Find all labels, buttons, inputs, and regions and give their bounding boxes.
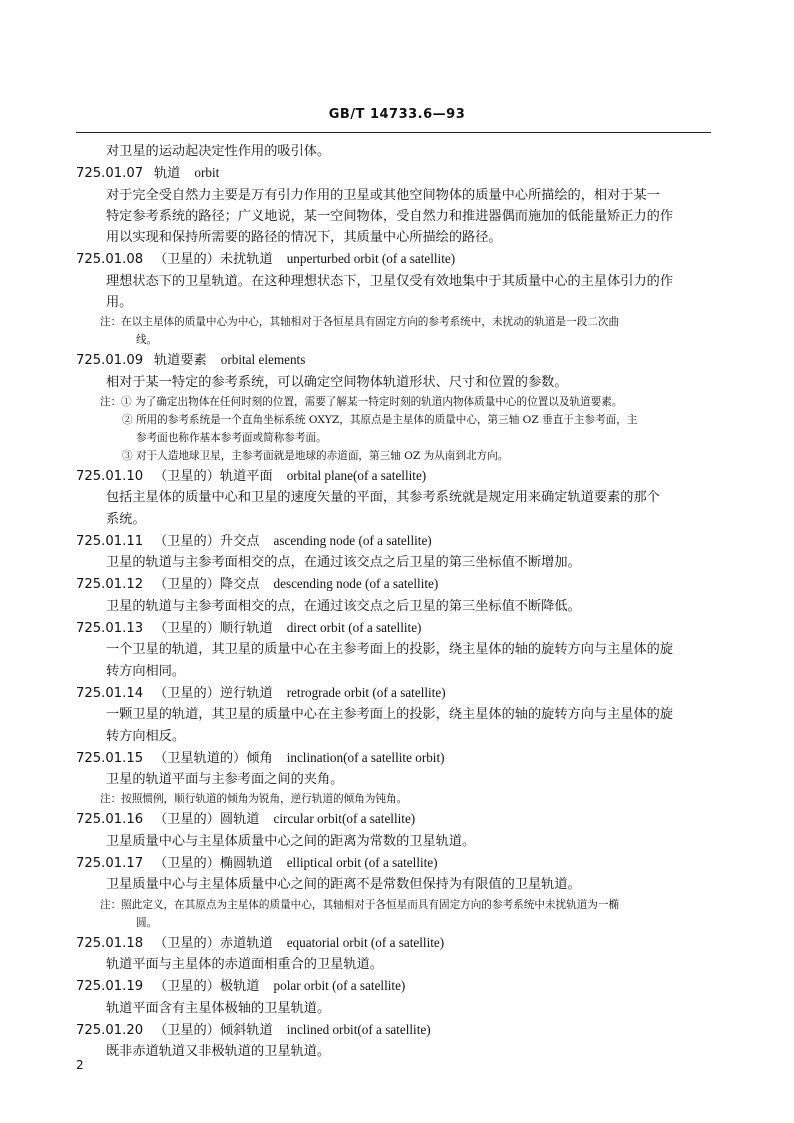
term-heading <box>76 248 698 270</box>
definition-line: 卫星质量中心与主星体质量中心之间的距离为常数的卫星轨道。 <box>106 833 476 849</box>
term-english: orbital elements <box>220 352 306 368</box>
definition-line: 相对于某一特定的参考系统，可以确定空间物体轨道形状、尺寸和位置的参数。 <box>106 374 568 390</box>
definition-line: 转方向相反。 <box>106 728 186 744</box>
note-line: 圆。 <box>136 916 158 929</box>
definition-line: 卫星的轨道与主参考面相交的点，在通过该交点之后卫星的第三坐标值不断增加。 <box>106 555 581 571</box>
term-english: retrograde orbit (of a satellite) <box>286 684 446 700</box>
definition-line: 用以实现和保持所需要的路径的情况下，其质量中心所描绘的路径。 <box>106 230 502 246</box>
header-rule <box>76 132 711 133</box>
term-code: 725.01.13 <box>76 621 144 637</box>
term-code: 725.01.09 <box>76 353 144 369</box>
term-heading <box>76 162 698 184</box>
term-code: 725.01.12 <box>76 577 144 593</box>
term-code: 725.01.07 <box>76 166 144 182</box>
definition-line: 系统。 <box>106 511 146 527</box>
term-chinese: （卫星的）极轨道 <box>154 979 260 995</box>
term-english: descending node (of a satellite) <box>273 576 439 592</box>
term-english: elliptical orbit (of a satellite) <box>286 855 438 871</box>
term-english: direct orbit (of a satellite) <box>286 620 422 636</box>
term-heading <box>76 852 698 874</box>
term-heading <box>76 349 698 371</box>
note-line: 参考面也称作基本参考面或简称参考面。 <box>136 431 327 444</box>
term-code: 725.01.08 <box>76 252 144 268</box>
term-english: unperturbed orbit (of a satellite) <box>286 251 456 267</box>
term-heading <box>76 682 698 704</box>
term-english: circular orbit(of a satellite) <box>273 811 416 827</box>
note-line: 注：在以主星体的质量中心为中心，其轴相对于各恒星具有固定方向的参考系统中，未扰动的轨道是一段二次曲 <box>100 316 620 329</box>
definition-line: 轨道平面与主星体的赤道面相重合的卫星轨道。 <box>106 956 383 972</box>
term-heading <box>76 1019 698 1041</box>
term-code: 725.01.16 <box>76 812 144 828</box>
term-english: inclined orbit(of a satellite) <box>286 1021 431 1037</box>
term-chinese: （卫星的）倾斜轨道 <box>154 1022 273 1038</box>
term-heading <box>76 932 698 954</box>
document-body <box>76 141 698 1062</box>
note-line: ③ 对于人造地球卫星，主参考面就是地球的赤道面，第三轴 OZ 为从南到北方向。 <box>122 449 509 462</box>
definition-line: 转方向相同。 <box>106 663 186 679</box>
term-english: polar orbit (of a satellite) <box>273 978 406 994</box>
definition-line: 对于完全受自然力主要是万有引力作用的卫星或其他空间物体的质量中心所描绘的，相对于某一 <box>106 187 660 203</box>
definition-line: 卫星质量中心与主星体质量中心之间的距离不是常数但保持为有限值的卫星轨道。 <box>106 877 581 893</box>
term-chinese: （卫星的）逆行轨道 <box>154 685 273 701</box>
term-heading <box>76 617 698 639</box>
note-line: 线。 <box>136 334 158 347</box>
term-chinese: （卫星的）轨道平面 <box>154 468 273 484</box>
term-chinese: （卫星的）升交点 <box>154 533 260 549</box>
definition-line: 轨道平面含有主星体极轴的卫星轨道。 <box>106 1000 331 1016</box>
term-code: 725.01.10 <box>76 468 144 484</box>
term-code: 725.01.14 <box>76 685 144 701</box>
term-english: orbit <box>194 165 220 181</box>
term-heading <box>76 808 698 830</box>
term-heading <box>76 573 698 595</box>
term-heading <box>76 975 698 997</box>
term-chinese: 轨道要素 <box>154 353 207 369</box>
definition-line: 包括主星体的质量中心和卫星的速度矢量的平面，其参考系统就是规定用来确定轨道要素的那个 <box>106 490 660 506</box>
term-chinese: （卫星的）圆轨道 <box>154 812 260 828</box>
term-chinese: （卫星的）顺行轨道 <box>154 621 273 637</box>
term-english: inclination(of a satellite orbit) <box>286 749 445 765</box>
term-english: equatorial orbit (of a satellite) <box>286 934 445 950</box>
term-chinese: （卫星的）椭圆轨道 <box>154 856 273 872</box>
page-number: 2 <box>76 1058 84 1072</box>
term-heading <box>76 530 698 552</box>
term-chinese: （卫星的）未扰轨道 <box>154 252 273 268</box>
term-chinese: （卫星的）降交点 <box>154 577 260 593</box>
definition-line: 一颗卫星的轨道，其卫星的质量中心在主参考面上的投影，绕主星体的轴的旋转方向与主星体的旋 <box>106 707 674 723</box>
term-chinese: （卫星的）赤道轨道 <box>154 935 273 951</box>
definition-line: 卫星的轨道与主参考面相交的点，在通过该交点之后卫星的第三坐标值不断降低。 <box>106 598 581 614</box>
term-code: 725.01.15 <box>76 750 144 766</box>
term-english: ascending node (of a satellite) <box>273 532 432 548</box>
standard-header: GB/T 14733.6—93 <box>328 107 466 122</box>
term-heading <box>76 747 698 769</box>
term-english: orbital plane(of a satellite) <box>286 467 427 483</box>
term-code: 725.01.17 <box>76 856 144 872</box>
term-code: 725.01.11 <box>76 533 144 549</box>
term-chinese: （卫星轨道的）倾角 <box>154 750 273 766</box>
definition-line: 既非赤道轨道又非极轨道的卫星轨道。 <box>106 1044 331 1060</box>
term-code: 725.01.19 <box>76 979 144 995</box>
definition-line: 特定参考系统的路径；广义地说，某一空间物体，受自然力和推进器偶而施加的低能量矫正力的作 <box>106 208 674 224</box>
definition-line: 理想状态下的卫星轨道。在这种理想状态下，卫星仅受有效地集中于其质量中心的主星体引力的作 <box>106 273 674 289</box>
note-line: ② 所用的参考系统是一个直角坐标系统 OXYZ，其原点是主星体的质量中心，第三轴 OZ 垂直于主参考面，主 <box>122 413 638 426</box>
definition-line: 用。 <box>106 295 133 311</box>
term-code: 725.01.20 <box>76 1022 144 1038</box>
note-line: 注：按照惯例，顺行轨道的倾角为锐角，逆行轨道的倾角为钝角。 <box>100 793 408 806</box>
intro-line: 对卫星的运动起决定性作用的吸引体。 <box>106 144 331 159</box>
term-code: 725.01.18 <box>76 935 144 951</box>
term-heading <box>76 465 698 487</box>
definition-line: 一个卫星的轨道，其卫星的质量中心在主参考面上的投影，绕主星体的轴的旋转方向与主星体的旋 <box>106 642 674 658</box>
definition-line: 卫星的轨道平面与主参考面之间的夹角。 <box>106 772 344 788</box>
term-chinese: 轨道 <box>154 166 181 182</box>
note-line: 注：① 为了确定出物体在任何时刻的位置，需要了解某一特定时刻的轨道内物体质量中心的位置以及轨道要素。 <box>100 395 623 408</box>
note-line: 注：照此定义，在其原点为主星体的质量中心，其轴相对于各恒星而具有固定方向的参考系统中未扰轨道为一椭 <box>100 898 620 911</box>
